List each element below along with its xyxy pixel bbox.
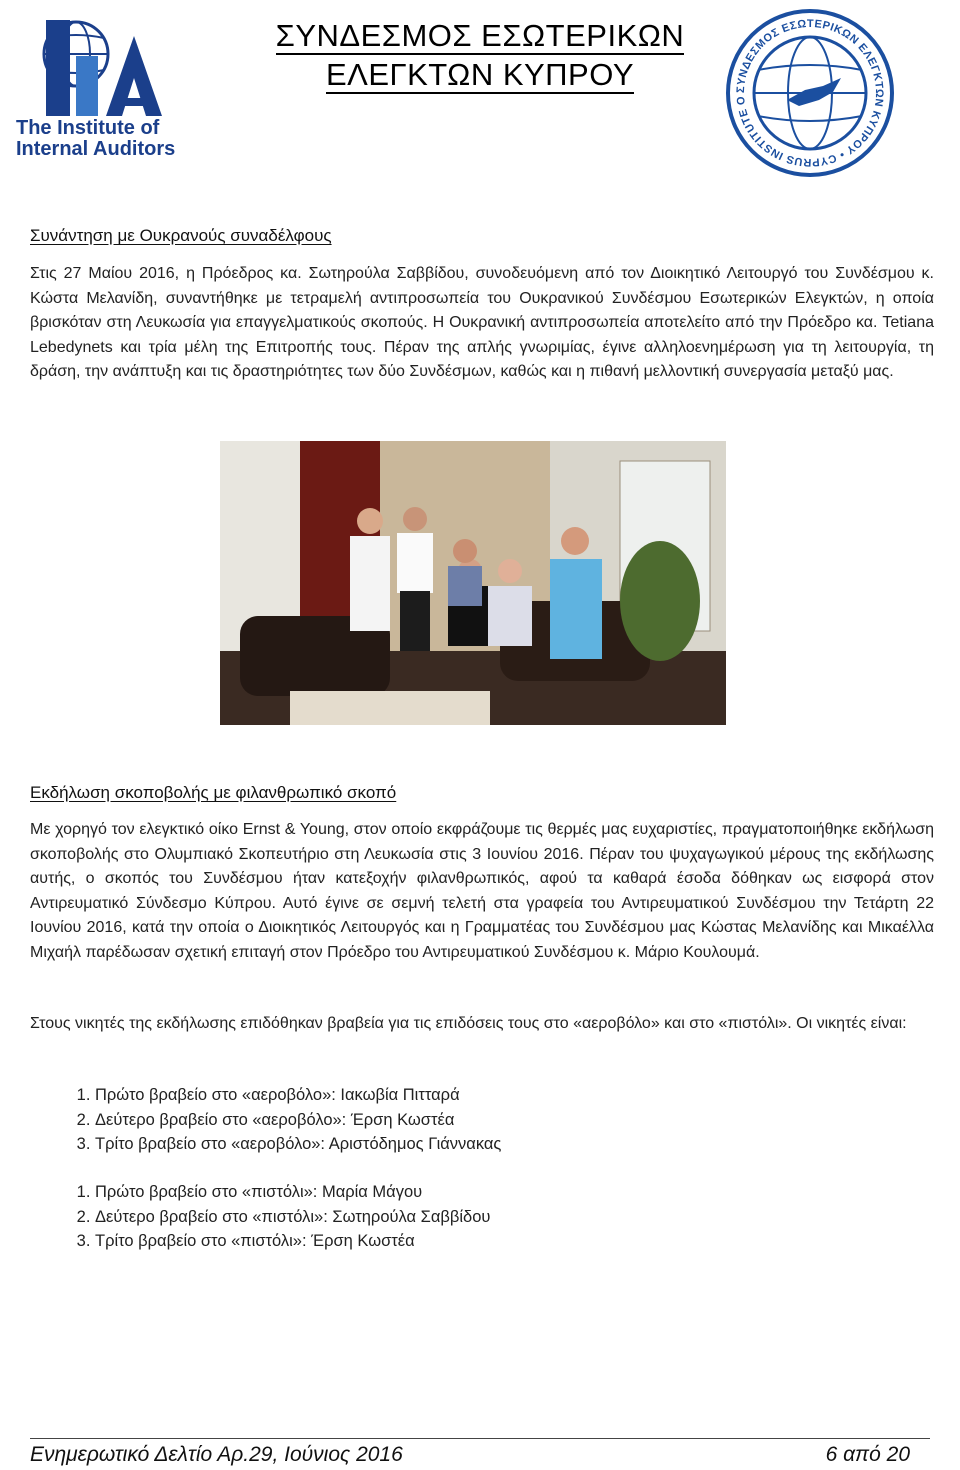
footer-newsletter-issue: Ενημερωτικό Δελτίο Αρ.29, Ιούνιος 2016 <box>30 1443 403 1466</box>
footer-page-number: 6 από 20 <box>825 1443 910 1466</box>
air-rifle-winners-list <box>30 1083 795 1157</box>
list-item: 2. Δεύτερο βραβείο στο «πιστόλι»: Σωτηρούλα Σαββίδου <box>95 1205 795 1230</box>
cyprus-globe-seal-icon <box>725 8 895 178</box>
iia-logo-line2: Internal Auditors <box>16 138 176 160</box>
list-item: 3. Τρίτο βραβείο στο «αεροβόλο»: Αριστόδημος Γιάννακας <box>95 1132 795 1157</box>
footer-divider <box>30 1438 930 1439</box>
list-item: 1. Πρώτο βραβείο στο «πιστόλι»: Μαρία Μάγου <box>95 1180 795 1205</box>
list-item: 1. Πρώτο βραβείο στο «αεροβόλο»: Ιακωβία Πιτταρά <box>95 1083 795 1108</box>
section-title-shooting-event: Εκδήλωση σκοποβολής με φιλανθρωπικό σκοπό <box>30 783 397 802</box>
page-title-line1: ΣΥΝΔΕΣΜΟΣ ΕΣΩΤΕΡΙΚΩΝ <box>275 18 685 53</box>
svg-text:ΣΥΝΔΕΣΜΟΣ ΕΣΩΤΕΡΙΚΩΝ ΕΛΕΓΚΤΩΝ <box>725 8 885 168</box>
pistol-winners-list <box>30 1180 795 1254</box>
group-photo <box>220 441 726 725</box>
paragraph-shooting-event: Με χορηγό τον ελεγκτικό οίκο Ernst & Young, στον οποίο εκφράζουμε τις θερμές μας ευχαριστίες, πραγματοποιήθηκε εκδήλωση σκοποβολής στο Ολυμπιακό Σκοπευτήριο στη Λευκωσία στις 3 Ιουνίου 2016. Πέραν του ψυχαγωγικού μέρους της εκδήλωσης αυτής, ο σκοπός του Συνδέσμου ήταν κατεξοχήν φιλανθρωπικός, αφού τα καθαρά έσοδα δόθηκαν ως εισφορά στον Αντιρευματικό Σύνδεσμο Κύπρου. Αυτό έγινε σε σεμνή τελετή στα γραφεία του Αντιρευματικού Συνδέσμου την Τετάρτη 22 Ιουνίου 2016, κατά την οποία ο Διοικητικός Λειτουργός και η Γραμματέας του Συνδέσμου μας Κώστας Μελανίδης και Μικαέλλα Μιχαήλ παρέδωσαν σχετική επιταγή στον Πρόεδρο του Αντιρευματικού Συνδέσμου κ. Μάριο Κουλουμά. <box>30 821 934 961</box>
paragraph-winners-intro: Στους νικητές της εκδήλωσης επιδόθηκαν βραβεία για τις επιδόσεις τους στο «αεροβόλο» και στο «πιστόλι». Οι νικητές είναι: <box>30 1015 907 1032</box>
page-title <box>230 16 730 94</box>
seal-ring-text: ΣΥΝΔΕΣΜΟΣ ΕΣΩΤΕΡΙΚΩΝ ΕΛΕΓΚΤΩΝ ΚΥΠΡΟΥ • CYPRUS INSTITUTE O <box>734 17 886 169</box>
paragraph-ukrainian-meeting: Στις 27 Μαίου 2016, η Πρόεδρος κα. Σωτηρούλα Σαββίδου, συνοδευόμενη από τον Διοικητικό Λειτουργό του Συνδέσμου κ. Κώστα Μελανίδη, συναντήθηκε με τετραμελή αντιπροσωπεία του Ουκρανικού Συνδέσμου Εσωτερικών Ελεγκτών, η οποία βρισκόταν στη Λευκωσία για επαγγελματικούς σκοπούς. Η Ουκρανική αντιπροσωπεία αποτελείτο από την Πρόεδρο κα. Tetiana Lebedynets και τρία μέλη της Επιτροπής τους. Πέραν της απλής γνωριμίας, έγινε αλληλοενημέρωση για τη λειτουργία, τη δράση, την ανάπτυξη και τις δραστηριότητες των δύο Συνδέσμων, καθώς και η πιθανή μελλοντική συνεργασία μεταξύ μας. <box>30 265 934 380</box>
iia-logo-line1: The Institute of <box>16 117 160 139</box>
list-item: 3. Τρίτο βραβείο στο «πιστόλι»: Έρση Κωστέα <box>95 1229 795 1254</box>
cyprus-iia-logo <box>725 8 895 178</box>
list-item: 2. Δεύτερο βραβείο στο «αεροβόλο»: Έρση Κωστέα <box>95 1108 795 1133</box>
page-title-line2: ΕΛΕΓΚΤΩΝ ΚΥΠΡΟΥ <box>325 57 635 92</box>
iia-logo <box>6 6 206 166</box>
section-title-ukrainian-meeting: Συνάντηση με Ουκρανούς συναδέλφους <box>30 226 332 245</box>
